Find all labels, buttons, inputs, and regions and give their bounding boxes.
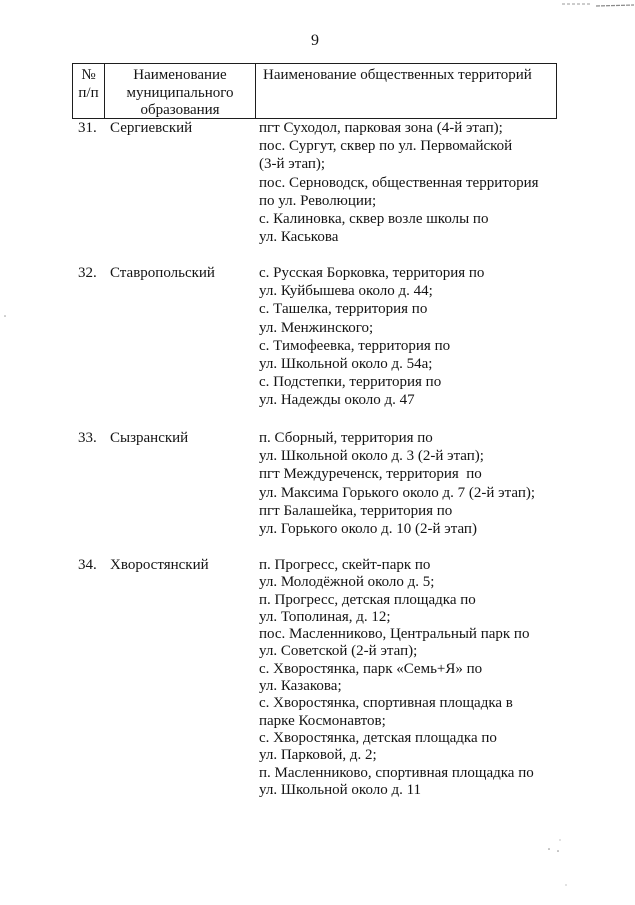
territory-line: с. Хворостянка, спортивная площадка в xyxy=(259,695,513,712)
header-territories-column xyxy=(256,64,556,118)
territory-list xyxy=(259,429,629,538)
territory-line: п. Прогресс, скейт-парк по xyxy=(259,557,431,573)
territory-line: с. Тимофеевка, территория по xyxy=(259,337,451,354)
territory-line: п. Прогресс, детская площадка по xyxy=(259,591,476,608)
territory-line: ул. Тополиная, д. 12; xyxy=(259,608,391,625)
header-municipality-line: образования xyxy=(140,102,220,118)
territory-line: ул. Советской (2-й этап); xyxy=(259,643,418,660)
territory-line: пос. Масленниково, Центральный парк по xyxy=(259,626,530,643)
territory-line: пгт Междуреченск, территория по xyxy=(259,466,482,483)
header-territories-label: Наименование общественных территорий xyxy=(263,67,532,83)
row-number: 33. xyxy=(78,430,97,446)
territory-list xyxy=(259,119,629,246)
territory-line: с. Подстепки, территория по xyxy=(259,374,442,391)
territory-line: с. Калиновка, сквер возле школы по xyxy=(259,211,489,228)
territory-line: по ул. Революции; xyxy=(259,192,377,209)
territory-line: парке Космонавтов; xyxy=(259,712,386,729)
territory-line: с. Хворостянка, парк «Семь+Я» по xyxy=(259,660,483,677)
territory-line: пос. Серноводск, общественная территория xyxy=(259,174,539,191)
territory-line: ул. Казакова; xyxy=(259,678,342,695)
territory-line: ул. Максима Горького около д. 7 (2-й этап); xyxy=(259,484,536,501)
territory-list xyxy=(259,264,629,410)
page-number: 9 xyxy=(311,32,319,49)
territory-line: ул. Школьной около д. 11 xyxy=(259,781,422,798)
territory-line: с. Ташелка, территория по xyxy=(259,301,428,318)
row-number: 34. xyxy=(78,557,97,573)
header-number-line: п/п xyxy=(78,84,99,101)
territory-line: ул. Горького около д. 10 (2-й этап) xyxy=(259,521,477,538)
municipality-name: Сергиевский xyxy=(110,120,193,136)
territory-line: (3-й этап); xyxy=(259,156,326,173)
territory-line: ул. Надежды около д. 47 xyxy=(259,392,415,409)
territory-line: п. Масленниково, спортивная площадка по xyxy=(259,764,534,781)
territory-line: ул. Молодёжной около д. 5; xyxy=(259,574,435,591)
header-municipality-line: Наименование xyxy=(133,67,227,83)
header-number-column xyxy=(73,64,105,118)
territory-line: ул. Куйбышева около д. 44; xyxy=(259,283,433,300)
header-municipality-column xyxy=(105,64,256,118)
municipality-name: Ставропольский xyxy=(110,265,215,281)
territory-list xyxy=(259,557,629,799)
territory-line: ул. Школьной около д. 3 (2-й этап); xyxy=(259,448,484,465)
municipality-name: Хворостянский xyxy=(110,557,209,573)
territory-line: с. Хворостянка, детская площадка по xyxy=(259,729,497,746)
territory-line: пгт Суходол, парковая зона (4-й этап); xyxy=(259,120,503,136)
row-number: 31. xyxy=(78,120,97,136)
territory-line: с. Русская Борковка, территория по xyxy=(259,265,485,281)
table-header xyxy=(72,63,557,119)
territory-line: ул. Парковой, д. 2; xyxy=(259,747,377,764)
header-number-line: № xyxy=(81,67,96,83)
header-municipality-line: муниципального xyxy=(126,84,234,101)
municipality-name: Сызранский xyxy=(110,430,189,446)
row-number: 32. xyxy=(78,265,97,281)
territory-line: п. Сборный, территория по xyxy=(259,430,433,446)
territory-line: пос. Сургут, сквер по ул. Первомайской xyxy=(259,138,513,155)
territory-line: ул. Менжинского; xyxy=(259,319,374,336)
territory-line: ул. Школьной около д. 54а; xyxy=(259,356,433,373)
territory-line: ул. Каськова xyxy=(259,229,339,246)
territory-line: пгт Балашейка, территория по xyxy=(259,502,453,519)
